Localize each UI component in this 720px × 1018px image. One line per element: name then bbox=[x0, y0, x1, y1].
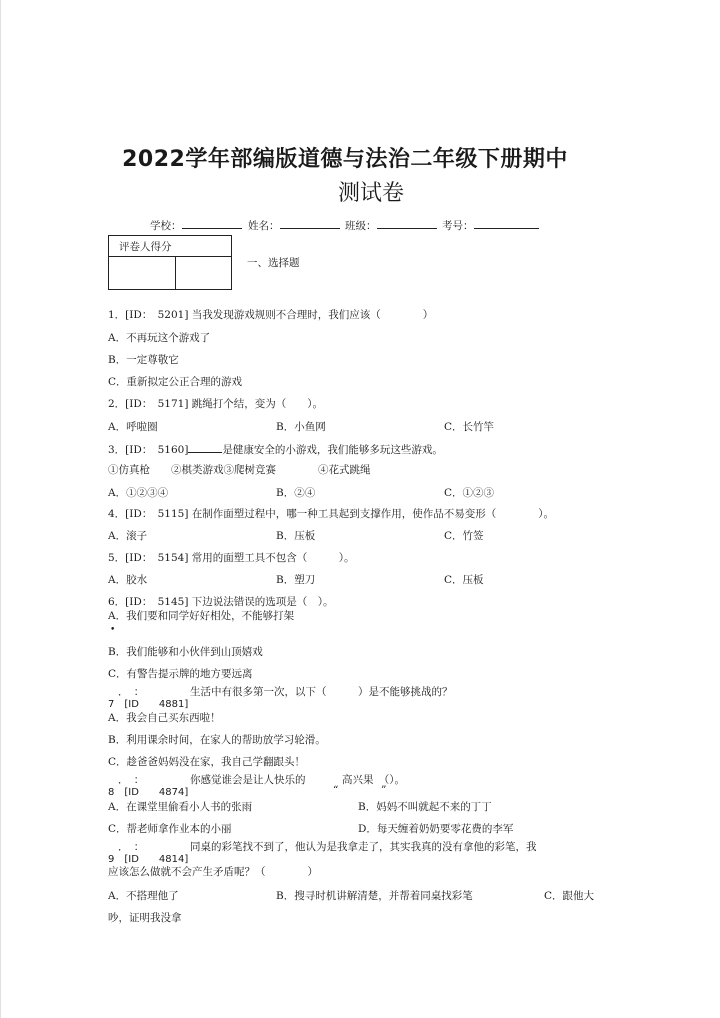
q5-option-b[interactable]: B．塑刀 bbox=[276, 574, 316, 586]
grader-table bbox=[108, 235, 232, 290]
q5-option-a[interactable]: A．胶水 bbox=[108, 574, 148, 586]
page-title: 2022学年部编版道德与法治二年级下册期中 bbox=[122, 147, 568, 172]
q5-option-c[interactable]: C．压板 bbox=[444, 574, 484, 586]
q1-option-c[interactable]: C．重新拟定公正合理的游戏 bbox=[108, 376, 243, 388]
q2-option-a[interactable]: A．呼啦圈 bbox=[108, 421, 158, 433]
q8-option-c[interactable]: C．帮老师拿作业本的小丽 bbox=[108, 823, 232, 835]
exam-no-blank[interactable] bbox=[474, 217, 539, 229]
q7-option-b[interactable]: B．利用课余时间，在家人的帮助放学习轮滑。 bbox=[108, 734, 326, 746]
q5-stem: 5．[ID： 5154] 常用的面塑工具不包含（ ）。 bbox=[108, 552, 355, 564]
name-label: 姓名： bbox=[248, 220, 280, 232]
q7-option-c[interactable]: C．趁爸爸妈妈没在家，我自己学翻跟头！ bbox=[108, 756, 306, 768]
q9-option-b[interactable]: B．搜寻时机讲解清楚，并帮着同桌找彩笔 bbox=[276, 890, 473, 902]
q9-marks: ． ： bbox=[118, 841, 145, 853]
q8-marks: ． ： bbox=[118, 774, 145, 786]
school-field bbox=[150, 217, 242, 233]
q8-option-a[interactable]: A．在课堂里偷看小人书的张雨 bbox=[108, 801, 253, 813]
q6-option-b[interactable]: B．我们能够和小伙伴到山顶嬉戏 bbox=[108, 646, 263, 658]
q3-stem-text: 是健康安全的小游戏，我们能够多玩这些游戏。 bbox=[222, 444, 443, 456]
score-cell[interactable] bbox=[176, 257, 232, 290]
q7-id: 7 [ID 4881] bbox=[108, 699, 189, 710]
q9-option-a[interactable]: A．不搭理他了 bbox=[108, 890, 179, 902]
grader-header: 评卷人得分 bbox=[109, 236, 232, 257]
q6-stem: 6．[ID： 5145] 下边说法错误的选项是（ ）。 bbox=[108, 596, 334, 608]
q9-stem: 同桌的彩笔找不到了，他认为是我拿走了，其实我真的没有拿他的彩笔，我 bbox=[190, 841, 537, 853]
q9-option-c[interactable]: C．跟他大 bbox=[544, 890, 595, 902]
q4-stem: 4．[ID： 5115] 在制作面塑过程中，哪一种工具起到支撑作用，使作品不易变形（ ）。 bbox=[108, 508, 554, 520]
page-title-line2: 测试卷 bbox=[338, 181, 405, 206]
q7-option-a[interactable]: A．我会自己买东西啦！ bbox=[108, 712, 221, 724]
q3-option-a[interactable]: A．①②③④ bbox=[108, 487, 169, 499]
school-label: 学校： bbox=[150, 220, 182, 232]
q3-items: ①仿真枪 ②棋类游戏③爬树竞赛 ④花式跳绳 bbox=[108, 464, 371, 476]
q8-stem: 你感觉谁会是让人快乐的 bbox=[190, 774, 306, 786]
q1-stem: 1．[ID： 5201] 当我发现游戏规则不合理时，我们应该（ ） bbox=[108, 309, 434, 321]
q3-option-b[interactable]: B．②④ bbox=[276, 487, 316, 499]
school-blank[interactable] bbox=[182, 217, 242, 229]
q4-option-c[interactable]: C．竹签 bbox=[444, 530, 484, 542]
q3-option-c[interactable]: C．①②③ bbox=[444, 487, 495, 499]
q8-option-d[interactable]: D．每天缠着奶奶要零花费的李军 bbox=[358, 823, 514, 835]
q9-id: 9 [ID 4814] bbox=[108, 854, 189, 865]
q2-option-c[interactable]: C．长竹竿 bbox=[444, 421, 495, 433]
q9-stem-line2: 应该怎么做就不会产生矛盾呢？（ ） bbox=[108, 866, 318, 878]
q1-option-b[interactable]: B．一定尊敬它 bbox=[108, 354, 179, 366]
q8-quote-open: “ bbox=[333, 784, 339, 796]
q4-option-b[interactable]: B．压板 bbox=[276, 530, 316, 542]
grader-cell[interactable] bbox=[109, 257, 176, 290]
q3-stem-id: 3．[ID： 5160] bbox=[108, 444, 189, 456]
q6-option-c[interactable]: C．有警告提示牌的地方要远离 bbox=[108, 668, 253, 680]
q8-stem-tail: 高兴果 （）。 bbox=[342, 774, 405, 786]
q3-answer-blank[interactable] bbox=[188, 441, 222, 453]
q2-option-b[interactable]: B．小鱼网 bbox=[276, 421, 326, 433]
q2-stem: 2．[ID： 5171] 跳绳打个结，变为（ ）。 bbox=[108, 398, 323, 410]
class-label: 班级： bbox=[345, 220, 377, 232]
q7-marks: ． ： bbox=[118, 686, 145, 698]
name-blank[interactable] bbox=[280, 217, 340, 229]
q6-option-a[interactable]: A．我们要和同学好好相处，不能够打架 bbox=[108, 610, 295, 622]
q8-id: 8 [ID 4874] bbox=[108, 787, 189, 798]
exam-no-label: 考号： bbox=[442, 220, 474, 232]
q8-option-b[interactable]: B．妈妈不叫就起不来的丁丁 bbox=[358, 801, 492, 813]
q9-option-c-cont: 吵，证明我没拿 bbox=[108, 912, 182, 924]
exam-no-field bbox=[442, 217, 539, 233]
bullet-dot: • bbox=[110, 625, 116, 635]
section-title: 一、选择题 bbox=[247, 257, 300, 269]
name-field bbox=[248, 217, 340, 233]
class-blank[interactable] bbox=[377, 217, 437, 229]
q7-stem: 生活中有很多第一次，以下（ ）是不能够挑战的？ bbox=[190, 686, 453, 698]
q1-option-a[interactable]: A．不再玩这个游戏了 bbox=[108, 332, 211, 344]
q4-option-a[interactable]: A．滚子 bbox=[108, 530, 148, 542]
class-field bbox=[345, 217, 437, 233]
q8-quote-close: ” bbox=[381, 784, 387, 796]
q3-stem bbox=[108, 441, 443, 457]
